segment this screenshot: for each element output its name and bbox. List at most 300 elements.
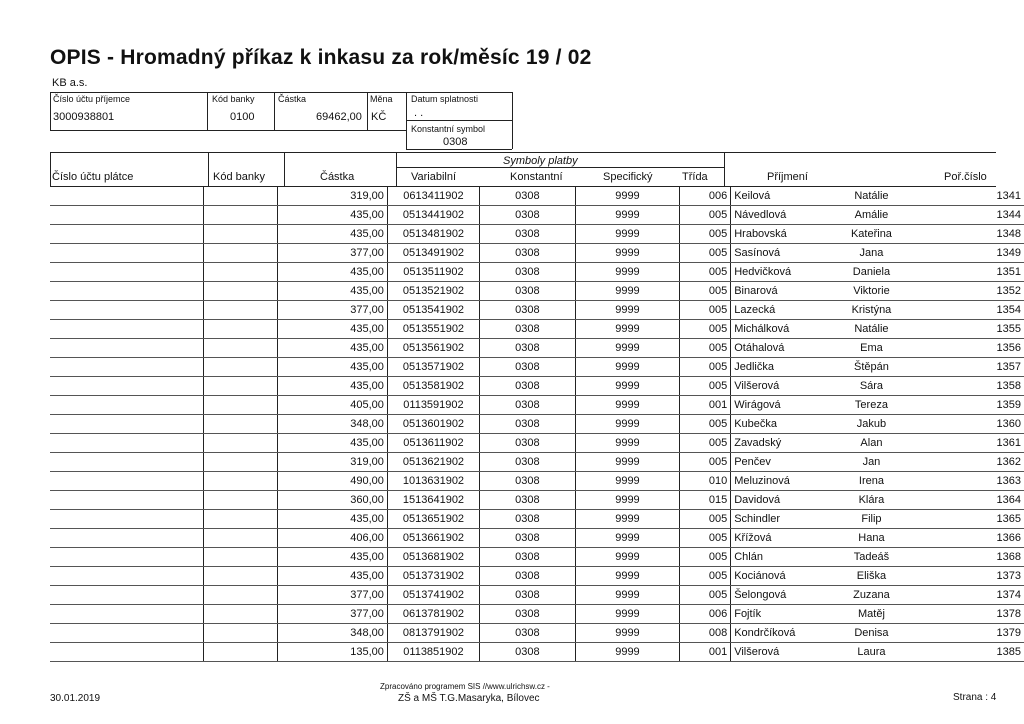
specific-symbol-cell: 9999 [575, 263, 679, 282]
constant-symbol-cell: 0308 [480, 320, 576, 339]
bank-code-cell [203, 605, 278, 624]
order-number-cell: 1364 [926, 491, 1024, 510]
payer-account-cell [50, 206, 203, 225]
constant-symbol-cell: 0308 [480, 396, 576, 415]
specific-symbol-cell: 9999 [575, 415, 679, 434]
amount-cell: 490,00 [278, 472, 388, 491]
constant-symbol-cell: 0308 [480, 624, 576, 643]
first-name-cell: Laura [817, 643, 927, 662]
bank-code-cell [203, 491, 278, 510]
constant-symbol-cell: 0308 [480, 586, 576, 605]
payer-account-cell [50, 320, 203, 339]
amount-cell: 135,00 [278, 643, 388, 662]
recipient-amount-value: 69462,00 [316, 111, 362, 123]
amount-cell: 406,00 [278, 529, 388, 548]
constant-symbol-cell: 0308 [480, 282, 576, 301]
first-name-cell: Amálie [817, 206, 927, 225]
table-row [50, 415, 1024, 434]
first-name-cell: Jan [817, 453, 927, 472]
specific-symbol-cell: 9999 [575, 434, 679, 453]
payer-account-cell [50, 225, 203, 244]
variable-symbol-cell: 0513651902 [387, 510, 479, 529]
bank-code-cell [203, 320, 278, 339]
order-number-cell: 1361 [926, 434, 1024, 453]
first-name-cell: Matěj [817, 605, 927, 624]
variable-symbol-cell: 1013631902 [387, 472, 479, 491]
order-number-cell: 1341 [926, 187, 1024, 206]
bank-name: KB a.s. [52, 77, 88, 89]
surname-cell: Šelongová [731, 586, 817, 605]
table-row [50, 263, 1024, 282]
bank-code-cell [203, 529, 278, 548]
specific-symbol-cell: 9999 [575, 529, 679, 548]
class-cell: 005 [680, 415, 731, 434]
variable-symbol-cell: 0513521902 [387, 282, 479, 301]
amount-cell: 377,00 [278, 301, 388, 320]
class-cell: 001 [680, 396, 731, 415]
amount-cell: 435,00 [278, 263, 388, 282]
surname-cell: Návedlová [731, 206, 817, 225]
variable-symbol-cell: 0513581902 [387, 377, 479, 396]
constant-symbol-cell: 0308 [480, 244, 576, 263]
specific-symbol-cell: 9999 [575, 586, 679, 605]
surname-cell: Penčev [731, 453, 817, 472]
variable-symbol-cell: 0513731902 [387, 567, 479, 586]
specific-symbol-cell: 9999 [575, 472, 679, 491]
order-number-cell: 1355 [926, 320, 1024, 339]
class-cell: 001 [680, 643, 731, 662]
specific-symbol-cell: 9999 [575, 358, 679, 377]
table-row [50, 605, 1024, 624]
specific-symbol-cell: 9999 [575, 643, 679, 662]
first-name-cell: Klára [817, 491, 927, 510]
table-row [50, 301, 1024, 320]
constant-symbol-cell: 0308 [480, 548, 576, 567]
payer-account-cell [50, 187, 203, 206]
col-header-order: Poř.číslo [944, 171, 987, 183]
amount-cell: 405,00 [278, 396, 388, 415]
first-name-cell: Filip [817, 510, 927, 529]
constant-symbol-cell: 0308 [480, 510, 576, 529]
table-row [50, 624, 1024, 643]
specific-symbol-cell: 9999 [575, 624, 679, 643]
payer-account-cell [50, 643, 203, 662]
order-number-cell: 1354 [926, 301, 1024, 320]
specific-symbol-cell: 9999 [575, 339, 679, 358]
recipient-account-label: Číslo účtu příjemce [53, 94, 131, 104]
amount-cell: 435,00 [278, 567, 388, 586]
variable-symbol-cell: 0513551902 [387, 320, 479, 339]
order-number-cell: 1349 [926, 244, 1024, 263]
recipient-account-value: 3000938801 [53, 111, 115, 123]
surname-cell: Fojtík [731, 605, 817, 624]
recipient-currency-label: Měna [370, 94, 393, 104]
table-row [50, 510, 1024, 529]
variable-symbol-cell: 0513491902 [387, 244, 479, 263]
payer-account-cell [50, 415, 203, 434]
recipient-currency-value: KČ [371, 111, 387, 123]
amount-cell: 319,00 [278, 453, 388, 472]
variable-symbol-cell: 0513511902 [387, 263, 479, 282]
surname-cell: Wirágová [731, 396, 817, 415]
specific-symbol-cell: 9999 [575, 491, 679, 510]
order-number-cell: 1356 [926, 339, 1024, 358]
amount-cell: 377,00 [278, 586, 388, 605]
amount-cell: 377,00 [278, 244, 388, 263]
amount-cell: 435,00 [278, 358, 388, 377]
class-cell: 005 [680, 225, 731, 244]
bank-code-cell [203, 453, 278, 472]
first-name-cell: Eliška [817, 567, 927, 586]
surname-cell: Kondrčíková [731, 624, 817, 643]
surname-cell: Lazecká [731, 301, 817, 320]
first-name-cell: Hana [817, 529, 927, 548]
class-cell: 005 [680, 206, 731, 225]
bank-code-cell [203, 510, 278, 529]
bank-code-cell [203, 339, 278, 358]
constant-symbol-cell: 0308 [480, 339, 576, 358]
constant-symbol-cell: 0308 [480, 377, 576, 396]
amount-cell: 319,00 [278, 187, 388, 206]
table-row [50, 206, 1024, 225]
first-name-cell: Kateřina [817, 225, 927, 244]
specific-symbol-cell: 9999 [575, 187, 679, 206]
amount-cell: 435,00 [278, 339, 388, 358]
const-symbol-value: 0308 [443, 136, 468, 148]
constant-symbol-cell: 0308 [480, 225, 576, 244]
specific-symbol-cell: 9999 [575, 453, 679, 472]
surname-cell: Hedvičková [731, 263, 817, 282]
first-name-cell: Štěpán [817, 358, 927, 377]
constant-symbol-cell: 0308 [480, 434, 576, 453]
bank-code-cell [203, 624, 278, 643]
table-row [50, 472, 1024, 491]
surname-cell: Schindler [731, 510, 817, 529]
amount-cell: 435,00 [278, 225, 388, 244]
payer-account-cell [50, 510, 203, 529]
specific-symbol-cell: 9999 [575, 510, 679, 529]
class-cell: 005 [680, 282, 731, 301]
class-cell: 005 [680, 529, 731, 548]
col-header-amount: Částka [320, 171, 355, 183]
payer-account-cell [50, 586, 203, 605]
surname-cell: Chlán [731, 548, 817, 567]
payment-symbols-label: Symboly platby [503, 155, 578, 167]
payments-table [50, 187, 1024, 662]
constant-symbol-cell: 0308 [480, 187, 576, 206]
order-number-cell: 1385 [926, 643, 1024, 662]
order-number-cell: 1359 [926, 396, 1024, 415]
class-cell: 006 [680, 605, 731, 624]
bank-code-cell [203, 472, 278, 491]
bank-code-cell [203, 225, 278, 244]
table-row [50, 529, 1024, 548]
surname-cell: Michálková [731, 320, 817, 339]
class-cell: 010 [680, 472, 731, 491]
variable-symbol-cell: 1513641902 [387, 491, 479, 510]
first-name-cell: Viktorie [817, 282, 927, 301]
bank-code-cell [203, 548, 278, 567]
table-row [50, 377, 1024, 396]
surname-cell: Davidová [731, 491, 817, 510]
class-cell: 005 [680, 434, 731, 453]
first-name-cell: Jakub [817, 415, 927, 434]
recipient-amount-label: Částka [278, 94, 307, 104]
col-header-surname: Příjmení [767, 171, 808, 183]
recipient-bank-code-value: 0100 [230, 111, 255, 123]
surname-cell: Binarová [731, 282, 817, 301]
due-date-label: Datum splatnosti [411, 94, 479, 104]
amount-cell: 435,00 [278, 206, 388, 225]
amount-cell: 435,00 [278, 282, 388, 301]
amount-cell: 435,00 [278, 377, 388, 396]
class-cell: 005 [680, 301, 731, 320]
class-cell: 015 [680, 491, 731, 510]
amount-cell: 435,00 [278, 320, 388, 339]
payer-account-cell [50, 339, 203, 358]
payer-account-cell [50, 529, 203, 548]
col-header-constant: Konstantní [510, 171, 563, 183]
constant-symbol-cell: 0308 [480, 301, 576, 320]
variable-symbol-cell: 0513481902 [387, 225, 479, 244]
surname-cell: Hrabovská [731, 225, 817, 244]
table-row [50, 567, 1024, 586]
footer-program: Zpracováno programem SIS //www.ulrichsw.cz - [380, 682, 550, 691]
variable-symbol-cell: 0513571902 [387, 358, 479, 377]
first-name-cell: Kristýna [817, 301, 927, 320]
bank-code-cell [203, 643, 278, 662]
payer-account-cell [50, 263, 203, 282]
variable-symbol-cell: 0513601902 [387, 415, 479, 434]
variable-symbol-cell: 0113591902 [387, 396, 479, 415]
class-cell: 005 [680, 377, 731, 396]
first-name-cell: Zuzana [817, 586, 927, 605]
order-number-cell: 1352 [926, 282, 1024, 301]
class-cell: 005 [680, 263, 731, 282]
table-row [50, 453, 1024, 472]
surname-cell: Vilšerová [731, 377, 817, 396]
col-header-class: Třída [682, 171, 708, 183]
surname-cell: Sasínová [731, 244, 817, 263]
specific-symbol-cell: 9999 [575, 548, 679, 567]
variable-symbol-cell: 0513441902 [387, 206, 479, 225]
payer-account-cell [50, 377, 203, 396]
amount-cell: 348,00 [278, 624, 388, 643]
payer-account-cell [50, 605, 203, 624]
class-cell: 005 [680, 453, 731, 472]
constant-symbol-cell: 0308 [480, 529, 576, 548]
first-name-cell: Denisa [817, 624, 927, 643]
payer-account-cell [50, 567, 203, 586]
order-number-cell: 1379 [926, 624, 1024, 643]
due-date-value: . . [414, 107, 424, 119]
constant-symbol-cell: 0308 [480, 453, 576, 472]
footer-page: Strana : 4 [953, 692, 997, 703]
constant-symbol-cell: 0308 [480, 643, 576, 662]
variable-symbol-cell: 0113851902 [387, 643, 479, 662]
order-number-cell: 1365 [926, 510, 1024, 529]
footer-date: 30.01.2019 [50, 693, 101, 704]
variable-symbol-cell: 0513611902 [387, 434, 479, 453]
surname-cell: Meluzinová [731, 472, 817, 491]
specific-symbol-cell: 9999 [575, 320, 679, 339]
bank-code-cell [203, 187, 278, 206]
first-name-cell: Natálie [817, 187, 927, 206]
payer-account-cell [50, 548, 203, 567]
first-name-cell: Sára [817, 377, 927, 396]
class-cell: 008 [680, 624, 731, 643]
constant-symbol-cell: 0308 [480, 263, 576, 282]
variable-symbol-cell: 0513741902 [387, 586, 479, 605]
variable-symbol-cell: 0613411902 [387, 187, 479, 206]
order-number-cell: 1358 [926, 377, 1024, 396]
amount-cell: 377,00 [278, 605, 388, 624]
table-row [50, 396, 1024, 415]
order-number-cell: 1363 [926, 472, 1024, 491]
table-row [50, 282, 1024, 301]
constant-symbol-cell: 0308 [480, 358, 576, 377]
surname-cell: Vilšerová [731, 643, 817, 662]
order-number-cell: 1378 [926, 605, 1024, 624]
bank-code-cell [203, 244, 278, 263]
payer-account-cell [50, 244, 203, 263]
class-cell: 005 [680, 567, 731, 586]
order-number-cell: 1351 [926, 263, 1024, 282]
table-row [50, 491, 1024, 510]
first-name-cell: Jana [817, 244, 927, 263]
bank-code-cell [203, 301, 278, 320]
amount-cell: 435,00 [278, 510, 388, 529]
col-header-specific: Specifický [603, 171, 653, 183]
table-row [50, 586, 1024, 605]
specific-symbol-cell: 9999 [575, 301, 679, 320]
class-cell: 005 [680, 548, 731, 567]
order-number-cell: 1362 [926, 453, 1024, 472]
surname-cell: Otáhalová [731, 339, 817, 358]
payer-account-cell [50, 301, 203, 320]
payer-account-cell [50, 624, 203, 643]
specific-symbol-cell: 9999 [575, 396, 679, 415]
table-row [50, 358, 1024, 377]
footer-school: ZŠ a MŠ T.G.Masaryka, Bílovec [398, 693, 540, 704]
order-number-cell: 1357 [926, 358, 1024, 377]
order-number-cell: 1348 [926, 225, 1024, 244]
payer-account-cell [50, 396, 203, 415]
amount-cell: 360,00 [278, 491, 388, 510]
table-row [50, 225, 1024, 244]
bank-code-cell [203, 358, 278, 377]
col-header-payer-account: Číslo účtu plátce [52, 171, 134, 183]
order-number-cell: 1374 [926, 586, 1024, 605]
variable-symbol-cell: 0813791902 [387, 624, 479, 643]
recipient-bank-code-label: Kód banky [212, 94, 255, 104]
surname-cell: Zavadský [731, 434, 817, 453]
constant-symbol-cell: 0308 [480, 206, 576, 225]
class-cell: 005 [680, 244, 731, 263]
constant-symbol-cell: 0308 [480, 605, 576, 624]
order-number-cell: 1368 [926, 548, 1024, 567]
class-cell: 005 [680, 510, 731, 529]
surname-cell: Kubečka [731, 415, 817, 434]
bank-code-cell [203, 434, 278, 453]
order-number-cell: 1373 [926, 567, 1024, 586]
surname-cell: Keilová [731, 187, 817, 206]
table-row [50, 548, 1024, 567]
constant-symbol-cell: 0308 [480, 567, 576, 586]
bank-code-cell [203, 567, 278, 586]
first-name-cell: Daniela [817, 263, 927, 282]
specific-symbol-cell: 9999 [575, 605, 679, 624]
specific-symbol-cell: 9999 [575, 282, 679, 301]
payer-account-cell [50, 472, 203, 491]
order-number-cell: 1360 [926, 415, 1024, 434]
class-cell: 005 [680, 320, 731, 339]
class-cell: 005 [680, 358, 731, 377]
constant-symbol-cell: 0308 [480, 415, 576, 434]
payer-account-cell [50, 434, 203, 453]
variable-symbol-cell: 0613781902 [387, 605, 479, 624]
bank-code-cell [203, 415, 278, 434]
table-row [50, 187, 1024, 206]
variable-symbol-cell: 0513541902 [387, 301, 479, 320]
document-title: OPIS - Hromadný příkaz k inkasu za rok/měsíc 19 / 02 [50, 46, 592, 69]
bank-code-cell [203, 206, 278, 225]
first-name-cell: Natálie [817, 320, 927, 339]
surname-cell: Křížová [731, 529, 817, 548]
class-cell: 006 [680, 187, 731, 206]
specific-symbol-cell: 9999 [575, 244, 679, 263]
first-name-cell: Tadeáš [817, 548, 927, 567]
col-header-variable: Variabilní [411, 171, 457, 183]
class-cell: 005 [680, 586, 731, 605]
bank-code-cell [203, 282, 278, 301]
class-cell: 005 [680, 339, 731, 358]
constant-symbol-cell: 0308 [480, 472, 576, 491]
specific-symbol-cell: 9999 [575, 567, 679, 586]
first-name-cell: Ema [817, 339, 927, 358]
order-number-cell: 1366 [926, 529, 1024, 548]
specific-symbol-cell: 9999 [575, 377, 679, 396]
constant-symbol-cell: 0308 [480, 491, 576, 510]
variable-symbol-cell: 0513621902 [387, 453, 479, 472]
table-row [50, 643, 1024, 662]
surname-cell: Jedlička [731, 358, 817, 377]
table-row [50, 339, 1024, 358]
payer-account-cell [50, 453, 203, 472]
surname-cell: Kociánová [731, 567, 817, 586]
specific-symbol-cell: 9999 [575, 225, 679, 244]
first-name-cell: Alan [817, 434, 927, 453]
amount-cell: 435,00 [278, 434, 388, 453]
table-row [50, 320, 1024, 339]
bank-code-cell [203, 586, 278, 605]
table-row [50, 244, 1024, 263]
const-symbol-label: Konstantní symbol [411, 124, 486, 134]
bank-code-cell [203, 263, 278, 282]
bank-code-cell [203, 377, 278, 396]
payer-account-cell [50, 491, 203, 510]
table-row [50, 434, 1024, 453]
order-number-cell: 1344 [926, 206, 1024, 225]
first-name-cell: Tereza [817, 396, 927, 415]
variable-symbol-cell: 0513681902 [387, 548, 479, 567]
first-name-cell: Irena [817, 472, 927, 491]
amount-cell: 435,00 [278, 548, 388, 567]
variable-symbol-cell: 0513661902 [387, 529, 479, 548]
payer-account-cell [50, 282, 203, 301]
specific-symbol-cell: 9999 [575, 206, 679, 225]
col-header-bank-code: Kód banky [213, 171, 265, 183]
